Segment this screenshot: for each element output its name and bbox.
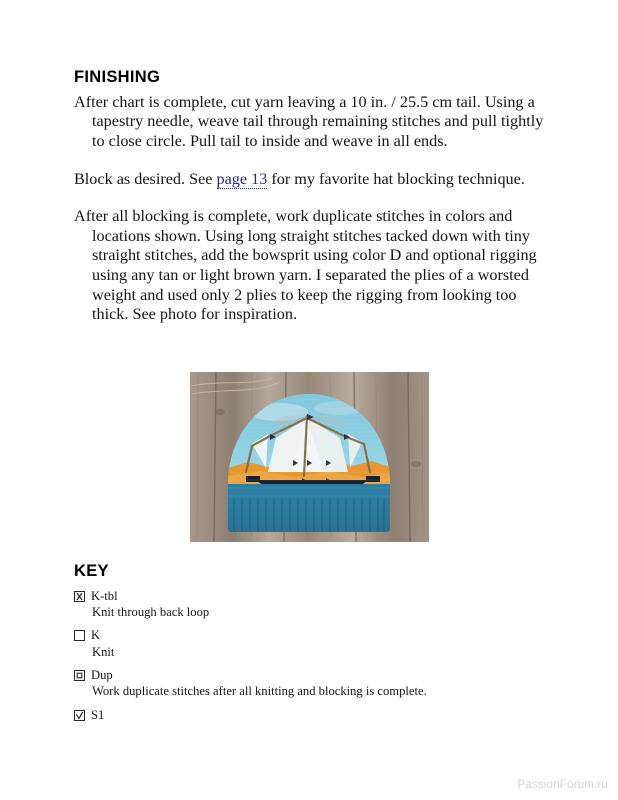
page-title: FINISHING xyxy=(74,68,161,86)
key-entry-dup-description: Work duplicate stitches after all knitting and blocking is complete. xyxy=(92,684,427,699)
finishing-section xyxy=(74,68,544,325)
duplicate-stitch-icon xyxy=(74,670,85,681)
key-entry-ktbl-line xyxy=(74,589,544,603)
paragraph-finishing-tail: After chart is complete, cut yarn leaving a 10 in. / 25.5 cm tail. Using a tapestry needle, weave tail through remaining stitches and pull tightly to close circle. Pull tail to inside and weave in all ends. xyxy=(74,92,544,150)
key-entry-dup-abbrev: Dup xyxy=(91,668,113,683)
site-watermark: PassionForum.ru xyxy=(517,779,608,791)
key-entry-s1-line xyxy=(74,708,544,722)
key-entry-ktbl xyxy=(74,589,544,621)
paragraph-duplicate-stitches: After all blocking is complete, work duplicate stitches in colors and locations shown. Using long straight stitches tacked down with tiny straight stitches, add the bowsprit using color D and optional rigging using any tan or light brown yarn. I separated the plies of a worsted weight and used only 2 plies to keep the rigging from looking too thick. See photo for inspiration. xyxy=(74,207,537,324)
key-entry-dup xyxy=(74,668,544,700)
key-entry-k-abbrev: K xyxy=(91,628,101,643)
twisted-stitch-icon xyxy=(74,591,85,602)
paragraph-blocking xyxy=(74,170,544,190)
paragraph-blocking-text-after: for my favorite hat blocking technique. xyxy=(267,169,525,188)
key-entry-k-description: Knit xyxy=(92,644,115,659)
checkmark-square-icon xyxy=(74,710,85,721)
key-entry-s1 xyxy=(74,708,544,722)
key-entry-ktbl-abbrev: K-tbl xyxy=(91,588,118,603)
key-entry-ktbl-description: Knit through back loop xyxy=(92,605,210,619)
key-entry-k xyxy=(74,629,544,661)
key-entry-s1-abbrev: S1 xyxy=(91,707,105,722)
key-entry-dup-line xyxy=(74,668,544,682)
empty-square-icon xyxy=(74,630,85,641)
hat-photo-illustration xyxy=(190,372,429,542)
hat-photo xyxy=(190,372,429,542)
paragraph-blocking-text-before: Block as desired. See xyxy=(74,169,217,188)
page-13-link[interactable]: page 13 xyxy=(216,169,268,188)
key-section xyxy=(74,562,544,722)
key-heading: KEY xyxy=(74,562,109,580)
key-entry-k-line xyxy=(74,629,544,643)
